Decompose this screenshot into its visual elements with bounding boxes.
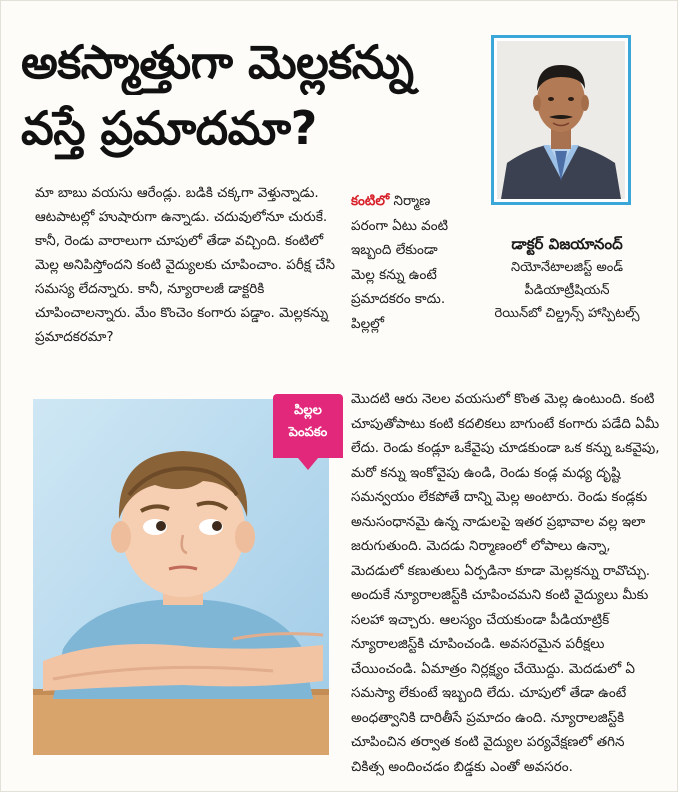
answer-wide-column	[351, 387, 661, 779]
doctor-portrait-image	[497, 41, 625, 199]
headline-line-2: వస్తే ప్రమాదమా?	[21, 101, 317, 155]
doctor-name: డాక్టర్ విజయానంద్	[511, 235, 623, 253]
headline	[21, 29, 473, 161]
doctor-photo-frame	[491, 35, 631, 205]
answer-intro	[351, 189, 461, 336]
doctor-photo	[497, 41, 625, 199]
doctor-hospital: రెయిన్‌బో చిల్డ్రన్స్ హాస్పిటల్స్	[494, 306, 640, 321]
headline-line-1: అకస్మాత్తుగా మెల్లకన్ను	[21, 35, 414, 89]
section-badge-line-2: పెంపకం	[288, 425, 328, 440]
answer-narrow-column	[351, 189, 461, 336]
doctor-title-1: నియోనేటాలజిస్ట్ అండ్	[511, 260, 623, 275]
doctor-info	[469, 233, 665, 325]
section-badge	[273, 394, 343, 458]
answer-body: మొదటి ఆరు నెలల వయసులో కొంత మెల్ల ఉంటుంది. కంటి చూపుతోపాటు కంటి కదలికలు బాగుంటే కంగారు పడేది ఏమీ లేదు. రెండు కండ్లూ ఒకేవైపు చూడకుండా ఒక కన్ను ఒకవైపు, మరో కన్ను ఇంకోవైపు ఉండి, రెండు కండ్ల మధ్య దృష్టి సమన్వయం లేకపోతే దాన్ని మెల్ల అంటారు. రెండు కండ్లకు అనుసంధానమై ఉన్న నాడులపై ఇతర ప్రభావాల వల్ల ఇలా జరుగుతుంది. మెదడు నిర్మాణంలో లోపాలు ఉన్నా, మెదడులో కణుతులు ఏర్పడినా కూడా మెల్లకన్ను రావొచ్చు. అందుకే న్యూరాలజిస్ట్‌కి చూపించమని కంటి వైద్యులు మీకు సలహా ఇచ్చారు. ఆలస్యం చేయకుండా పీడియాట్రిక్ న్యూరాలజిస్ట్‌కి చూపించండి. అవసరమైన పరీక్షలు చేయించండి. ఏమాత్రం నిర్లక్ష్యం చేయొద్దు. మెదడులో ఏ సమస్యా లేకుంటే ఇబ్బంది లేదు. చూపులో తేడా ఉంటే అంధత్వానికి దారితీసే ప్రమాదం ఉంది. న్యూరాలజిస్ట్‌కి చూపించిన తర్వాత కంటి వైద్యుల పర్యవేక్షణలో తగిన చికిత్స అందించడం బిడ్డకు ఎంతో అవసరం.	[351, 391, 660, 775]
doctor-title-2: పీడియాట్రీషియన్	[524, 283, 610, 298]
section-badge-line-1: పిల్లల	[294, 403, 322, 418]
question-text: మా బాబు వయసు ఆరేండ్లు. బడికి చక్కగా వెళ్తున్నాడు. ఆటపాటల్లో హుషారుగా ఉన్నాడు. చదువులోనూ చురుకే. కానీ, రెండు వారాలుగా చూపులో తేడా వచ్చింది. కంటిలో మెల్ల అనిపిస్తోందని కంటి వైద్యులకు చూపించాం. పరీక్ష చేసి సమస్య లేదన్నారు. కానీ, న్యూరాలజీ డాక్టరికి చూపించాలన్నారు. మేం కొంచెం కంగారు పడ్డాం. మెల్లకన్ను ప్రమాదకరమా?	[35, 185, 335, 345]
reader-question	[35, 181, 335, 349]
answer-narrow-text: నిర్మాణ పరంగా ఏటు వంటి ఇబ్బంది లేకుండా మెల్ల కన్ను ఉంటే ప్రమాదకరం కాదు. పిల్లల్లో	[351, 193, 449, 332]
answer-keyword: కంటిలో	[351, 193, 390, 209]
